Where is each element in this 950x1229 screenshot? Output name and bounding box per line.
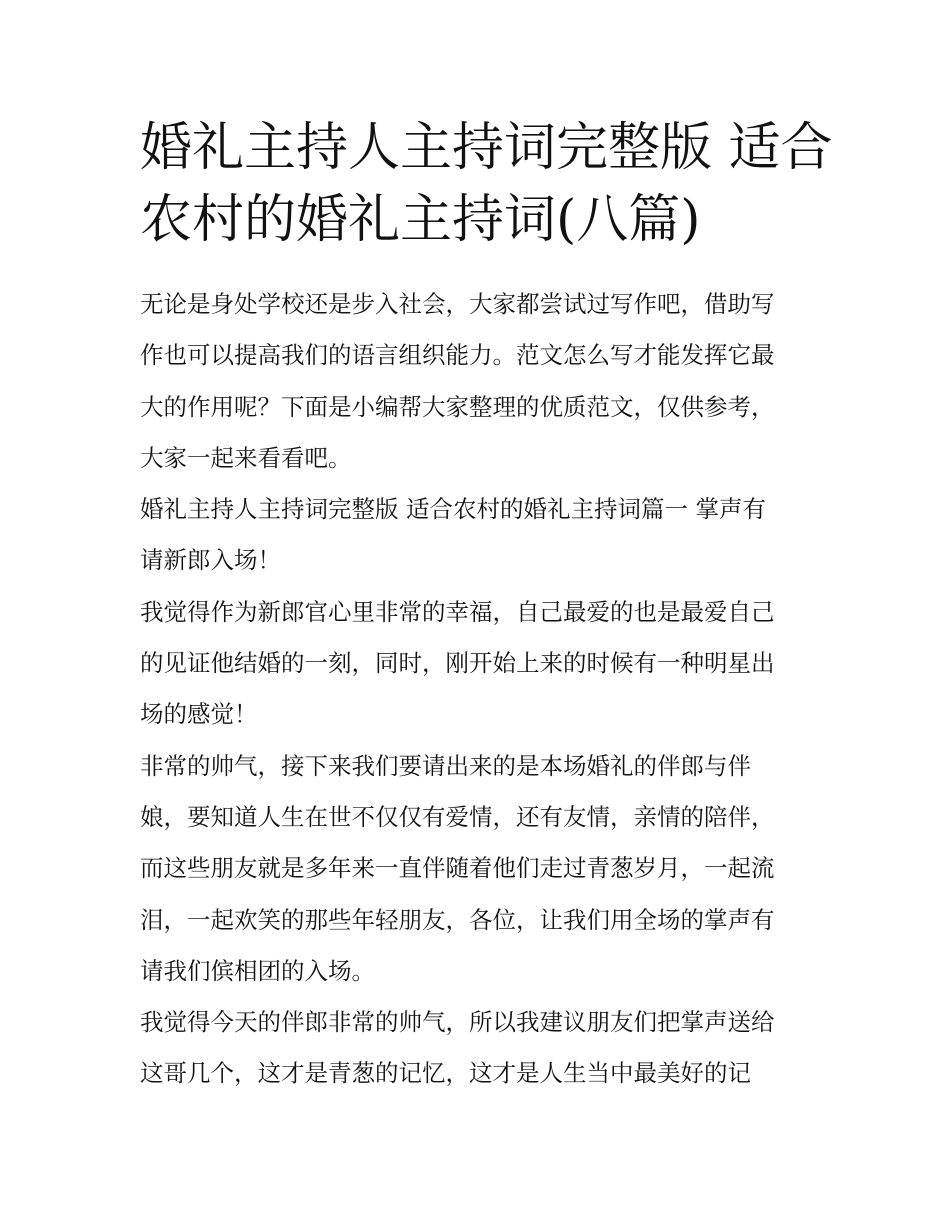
text-line: 的见证他结婚的一刻，同时，刚开始上来的时候有一种明星出 xyxy=(140,649,775,678)
document-body xyxy=(140,279,820,1100)
text-line: 我觉得今天的伴郎非常的帅气，所以我建议朋友们把掌声送给 xyxy=(140,1008,775,1037)
text-line: 大家一起来看看吧。 xyxy=(140,443,352,472)
text-line: 我觉得作为新郎官心里非常的幸福，自己最爱的也是最爱自己 xyxy=(140,597,775,626)
text-line: 婚礼主持人主持词完整版 适合农村的婚礼主持词篇一 掌声有 xyxy=(140,495,766,524)
paragraph-groom xyxy=(140,587,820,741)
text-line: 泪，一起欢笑的那些年轻朋友，各位，让我们用全场的掌声有 xyxy=(140,905,775,934)
paragraph-intro xyxy=(140,279,820,484)
text-line: 而这些朋友就是多年来一直伴随着他们走过青葱岁月，一起流 xyxy=(140,854,775,883)
paragraph-best-man xyxy=(140,997,820,1100)
text-line: 非常的帅气，接下来我们要请出来的是本场婚礼的伴郎与伴 xyxy=(140,751,751,780)
text-line: 请新郎入场！ xyxy=(140,546,281,575)
text-line: 场的感觉！ xyxy=(140,700,258,729)
title-line-2: 农村的婚礼主持词(八篇) xyxy=(140,190,701,250)
paragraph-groomsmen xyxy=(140,741,820,997)
text-line: 无论是身处学校还是步入社会，大家都尝试过写作吧，借助写 xyxy=(140,290,775,318)
document-title xyxy=(140,112,833,256)
paragraph-section-heading xyxy=(140,484,820,587)
title-line-1: 婚礼主持人主持词完整版 适合 xyxy=(140,118,833,178)
text-line: 作也可以提高我们的语言组织能力。范文怎么写才能发挥它最 xyxy=(140,341,775,370)
text-line: 请我们傧相团的入场。 xyxy=(140,956,375,985)
text-line: 大的作用呢？下面是小编帮大家整理的优质范文，仅供参考， xyxy=(140,392,775,421)
text-line: 这哥几个，这才是青葱的记忆，这才是人生当中最美好的记 xyxy=(140,1059,751,1088)
text-line: 娘，要知道人生在世不仅仅有爱情，还有友情，亲情的陪伴， xyxy=(140,802,775,831)
